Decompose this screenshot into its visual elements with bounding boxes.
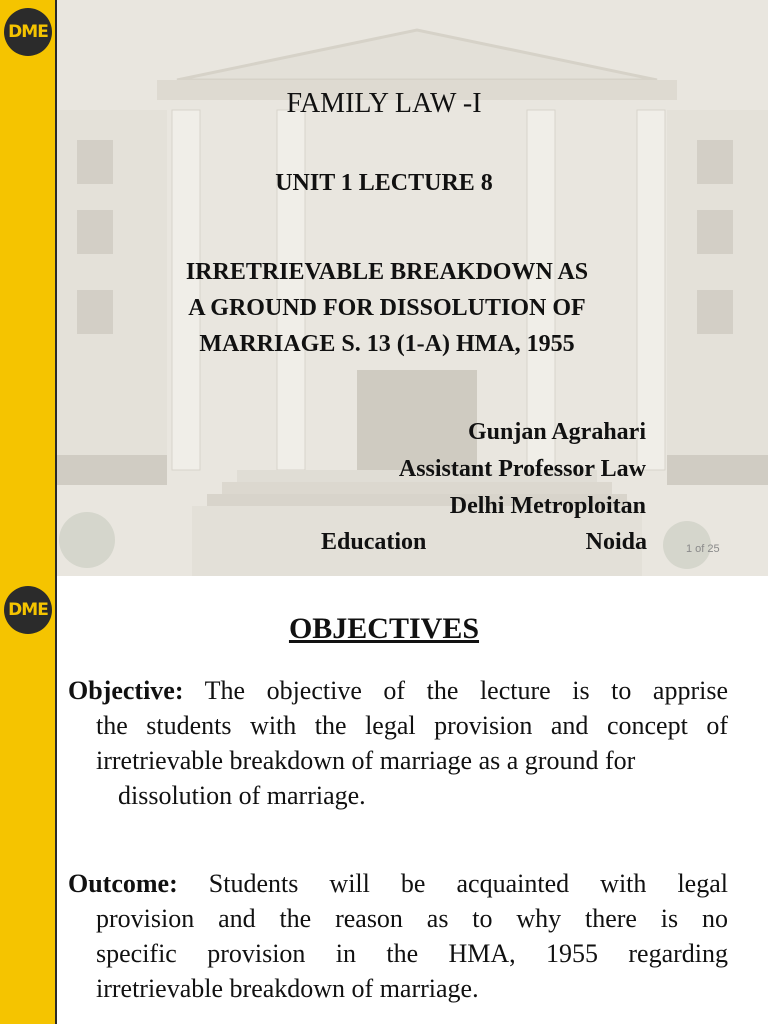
objective-line: dissolution of marriage. [118, 781, 366, 810]
topic-line: A GROUND FOR DISSOLUTION OF [188, 295, 586, 321]
sidebar-stripe [0, 576, 57, 1024]
outcome-paragraph [68, 866, 728, 1006]
outcome-text: Students will be acquainted with legal [177, 869, 728, 898]
objectives-slide [0, 576, 768, 1024]
institution-word: Education [321, 529, 427, 555]
topic-line: IRRETRIEVABLE BREAKDOWN AS [185, 259, 589, 285]
objective-line [68, 673, 728, 708]
unit-lecture-label: UNIT 1 LECTURE 8 [275, 170, 493, 196]
author-name: Gunjan Agrahari [467, 419, 646, 445]
outcome-line: irretrievable breakdown of marriage. [96, 974, 479, 1003]
author-block [399, 414, 646, 525]
objective-line: irretrievable breakdown of marriage as a ground for [96, 746, 636, 775]
outcome-line: provision and the reason as to why there is no [96, 904, 728, 933]
outcome-line: specific provision in the HMA, 1955 regarding [96, 939, 728, 968]
objective-label: Objective: [68, 676, 184, 705]
course-title: FAMILY LAW -I [286, 88, 482, 119]
institution-name: Delhi Metroploitan [449, 493, 646, 519]
dme-logo: DME [4, 8, 52, 56]
outcome-line [68, 866, 728, 901]
author-title: Assistant Professor Law [398, 456, 646, 482]
objective-line: the students with the legal provision and concept of [96, 711, 728, 740]
objective-paragraph [68, 673, 728, 813]
objectives-heading: OBJECTIVES [288, 612, 480, 645]
page-number: 1 of 25 [686, 543, 720, 555]
sidebar-stripe [0, 0, 57, 576]
institution-city: Noida [585, 529, 647, 555]
dme-logo: DME [4, 586, 52, 634]
objective-text: The objective of the lecture is to apprise [183, 676, 728, 705]
outcome-label: Outcome: [68, 869, 178, 898]
lecture-topic [120, 254, 654, 362]
topic-line: MARRIAGE S. 13 (1-A) HMA, 1955 [199, 331, 575, 357]
